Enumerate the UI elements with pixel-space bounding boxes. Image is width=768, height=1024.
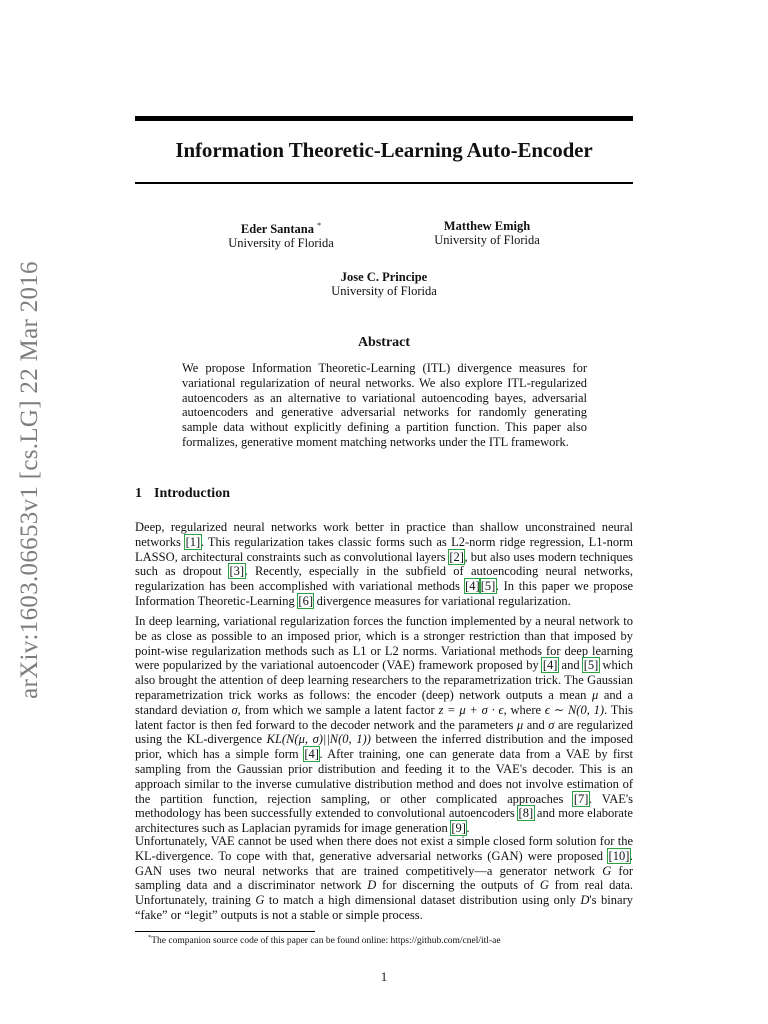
section-heading bbox=[135, 486, 230, 502]
math-symbol: G bbox=[602, 863, 612, 878]
citation-link[interactable]: [5] bbox=[583, 658, 599, 673]
math-symbol: D bbox=[367, 878, 377, 893]
author-block-3 bbox=[303, 270, 465, 298]
intro-paragraph-1 bbox=[135, 520, 633, 609]
text-run: . bbox=[466, 821, 470, 836]
text-run: . Recently, especially in the subfield of autoencoding neural networks, regularization has been accomplished with variational methods bbox=[135, 564, 633, 594]
text-run: and bbox=[557, 658, 584, 673]
text-run: Deep, regularized neural networks work better in practice than shallow unconstrained neural networks bbox=[135, 520, 633, 549]
footnote-marker: * bbox=[148, 934, 152, 941]
intro-paragraph-3 bbox=[135, 834, 633, 923]
abstract-text: We propose Information Theoretic-Learning (ITL) divergence measures for variational regularization of neural networks. We also explore ITL-regularized autoencoders as an alternative to variational autoencoding bayes, adversarial autoencoders and generative adversarial networks for randomly generating sample data without explicitly defining a partition function. This paper also formalizes, generative moment matching networks under the ITL framework. bbox=[182, 361, 587, 449]
author-affiliation: University of Florida bbox=[331, 284, 437, 298]
citation-link[interactable]: [8] bbox=[518, 806, 534, 821]
math-expression: KL(N(μ, σ)||N(0, 1)) bbox=[266, 732, 371, 747]
text-run: and bbox=[523, 717, 549, 732]
math-symbol: D bbox=[580, 893, 590, 908]
title-rule-bottom bbox=[135, 182, 633, 184]
text-run: divergence measures for variational regularization. bbox=[313, 593, 571, 608]
citation-link[interactable]: [2] bbox=[449, 549, 464, 564]
citation-link[interactable]: [4] bbox=[304, 747, 319, 762]
text-run: from real data. Unfortunately, training bbox=[135, 878, 634, 908]
page-number: 1 bbox=[380, 970, 388, 984]
author-affiliation: University of Florida bbox=[228, 236, 334, 251]
math-symbol: σ bbox=[231, 702, 238, 717]
text-run: to match a high dimensional dataset distribution using only bbox=[264, 893, 581, 908]
text-run: are regularized using the KL-divergence bbox=[135, 717, 633, 747]
author-affiliation: University of Florida bbox=[434, 233, 540, 247]
intro-paragraph-2 bbox=[135, 614, 633, 836]
paper-title: Information Theoretic-Learning Auto-Encoder bbox=[175, 138, 593, 162]
citation-link[interactable]: [3] bbox=[229, 564, 245, 579]
citation-link[interactable]: [1] bbox=[185, 534, 201, 549]
math-symbol: μ bbox=[516, 717, 524, 732]
text-run: 's binary “fake” or “legit” outputs is not a stable or simple process. bbox=[135, 893, 633, 922]
citation-link[interactable]: [4] bbox=[465, 579, 480, 594]
footnote bbox=[148, 934, 501, 946]
abstract-heading: Abstract bbox=[357, 335, 411, 350]
text-run: . This latent factor is then fed forward to the decoder network and the parameters bbox=[135, 702, 633, 732]
text-run: which also brought the attention of deep learning researchers to the reparametrization trick. The Gaussian reparametrization trick works as follows: the encoder (deep) network outputs a mean bbox=[135, 658, 633, 702]
text-run: for sampling data and a discriminator network bbox=[135, 863, 634, 893]
author-name: Jose C. Principe bbox=[340, 270, 428, 284]
text-run: , but also uses modern techniques such as dropout bbox=[135, 549, 633, 579]
text-run: and more elaborate architectures such as Laplacian pyramids for image generation bbox=[135, 806, 633, 836]
math-expression: ϵ ∼ N(0, 1) bbox=[544, 702, 605, 717]
text-run: . GAN uses two neural networks that are trained competitively—a generator network bbox=[135, 848, 633, 878]
footnote-rule bbox=[135, 931, 315, 932]
math-symbol: G bbox=[539, 878, 549, 893]
citation-link[interactable]: [9] bbox=[451, 821, 466, 836]
citation-link[interactable]: [7] bbox=[573, 791, 589, 806]
author-name: Eder Santana bbox=[240, 222, 314, 237]
text-run: between the inferred distribution and the imposed prior, which has a simple form bbox=[135, 732, 633, 762]
math-expression: z = μ + σ · ϵ bbox=[438, 702, 504, 717]
footnote-text: The companion source code of this paper can be found online: https://github.com/cnel/itl-ae bbox=[151, 936, 501, 947]
section-title: Introduction bbox=[154, 486, 230, 501]
math-symbol: μ bbox=[591, 687, 599, 702]
arxiv-identifier-stamp bbox=[8, 240, 52, 720]
citation-link[interactable]: [4] bbox=[542, 658, 558, 673]
section-number: 1 bbox=[135, 486, 142, 501]
title-rule-top bbox=[135, 116, 633, 121]
text-run: In deep learning, variational regularization forces the function implemented by a neural network to be as close as possible to an imposed prior, which is a stronger restriction than that imposed by point-wise regularization methods such as L1 or L2 norms. Variational methods for deep learning were popularized by the variational autoencoder (VAE) framework proposed by bbox=[135, 614, 633, 673]
citation-link[interactable]: [6] bbox=[298, 593, 313, 608]
text-run: , where bbox=[503, 702, 545, 717]
author-block-1 bbox=[200, 219, 362, 250]
text-run: . This regularization takes classic forms such as L2-norm ridge regression, L1-norm LASSO, architectural constraints such as convolutional layers bbox=[135, 534, 633, 564]
text-run: . In this paper we propose Information Theoretic-Learning bbox=[135, 579, 633, 608]
author-footnote-marker: * bbox=[317, 221, 322, 230]
text-run: and a standard deviation bbox=[135, 687, 633, 717]
citation-link[interactable]: [5] bbox=[480, 579, 496, 594]
math-symbol: σ bbox=[548, 717, 555, 732]
author-block-2 bbox=[406, 219, 568, 247]
text-run: . VAE's methodology has been successfully extended to convolutional autoencoders bbox=[135, 791, 633, 821]
text-run: . After training, one can generate data from a VAE by first sampling from the Gaussian prior distribution and feeding it to the VAE's decoder. This is an approach similar to the inverse cumulative distribution method and does not involve estimation of the partition function, rejection sampling, or other complicated approaches bbox=[135, 747, 633, 806]
math-symbol: G bbox=[255, 893, 265, 908]
text-run: Unfortunately, VAE cannot be used when there does not exist a simple closed form solution for the KL-divergence. To cope with that, generative adversarial networks (GAN) were proposed bbox=[135, 834, 633, 863]
text-run: for discerning the outputs of bbox=[376, 878, 540, 893]
citation-link[interactable]: [10] bbox=[608, 848, 630, 863]
text-run: , from which we sample a latent factor bbox=[237, 702, 439, 717]
author-name: Matthew Emigh bbox=[443, 219, 531, 233]
arxiv-identifier-text: arXiv:1603.06653v1 [cs.LG] 22 Mar 2016 bbox=[16, 261, 43, 699]
